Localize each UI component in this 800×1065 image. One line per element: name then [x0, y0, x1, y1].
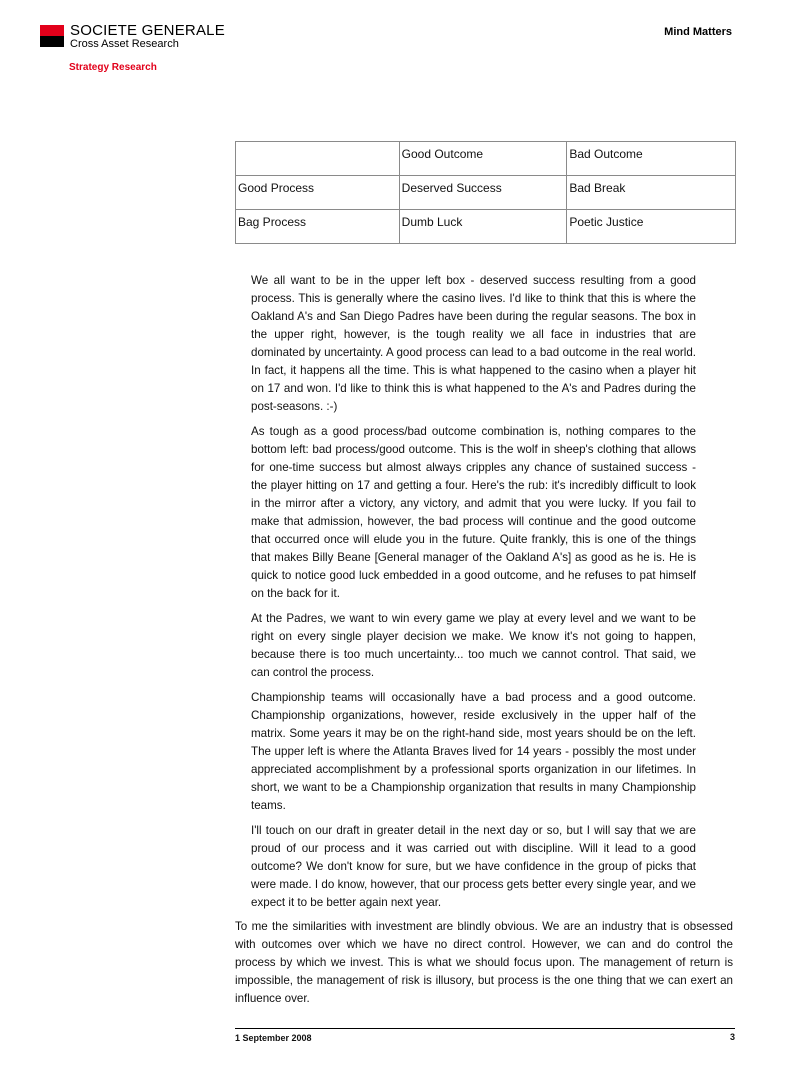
table-row: [236, 210, 736, 244]
table-cell: Deserved Success: [399, 176, 567, 210]
logo-red-block: [40, 25, 64, 36]
page-number: 3: [729, 1032, 735, 1042]
table-header-row: [236, 142, 736, 176]
quote-paragraph: As tough as a good process/bad outcome combination is, nothing compares to the bottom left: bad process/good outcome. This is the wolf in sheep's clothing that allows for one-time success but almost always cripples any chance of sustained success - the player hitting on 17 and getting a four. Here's the rub: it's incredibly difficult to look in the mirror after a victory, any victory, and admit that you were lucky. If you fail to make that admission, however, the bad process will continue and the good outcome that occurred once will elude you in the future. Quite frankly, this is one of the things that makes Billy Beane [General manager of the Oakland A's] as good as he is. He is quick to notice good luck embedded in a good outcome, and he refuses to pat himself on the back for it.: [251, 425, 696, 600]
logo-black-block: [40, 36, 64, 47]
societe-generale-logo: [40, 25, 64, 47]
table-header-good-outcome: Good Outcome: [399, 142, 567, 176]
quote-paragraph: At the Padres, we want to win every game we play at every level and we want to be right on every single player decision we make. We know it's not going to happen, because there is too much uncertainty... too much we cannot control. That said, we can control the process.: [251, 612, 696, 679]
table-row-label: Good Process: [236, 176, 400, 210]
process-outcome-matrix: [235, 141, 736, 244]
quoted-passage: [251, 272, 696, 919]
footer-rule: [235, 1028, 735, 1029]
footer-date: 1 September 2008: [235, 1033, 312, 1043]
table-cell-corner: [236, 142, 400, 176]
brand-subtitle: Cross Asset Research: [70, 38, 179, 50]
table-cell: Dumb Luck: [399, 210, 567, 244]
table-cell: Bad Break: [567, 176, 736, 210]
table-row-label: Bag Process: [236, 210, 400, 244]
table-row: [236, 176, 736, 210]
closing-paragraph: To me the similarities with investment are blindly obvious. We are an industry that is obsessed with outcomes over which we have no direct control. However, we can and do control the process by which we invest. This is what we should focus upon. The management of return is impossible, the management of risk is illusory, but process is the one thing that we can exert an influence over.: [235, 920, 733, 1005]
brand-block: [70, 23, 225, 50]
quote-paragraph: Championship teams will occasionally have a bad process and a good outcome. Championship organizations, however, reside exclusively in the upper half of the matrix. Some years it may be on the right-hand side, most years should be on the left. The upper left is where the Atlanta Braves lived for 14 years - possibly the most under appreciated accomplishment by a professional sports organization in our lifetimes. In short, we want to be a Championship organization that results in many Championship teams.: [251, 691, 696, 812]
document-title: Mind Matters: [664, 26, 732, 38]
quote-paragraph: I'll touch on our draft in greater detail in the next day or so, but I will say that we are proud of our process and it was carried out with discipline. Will it lead to a good outcome? We don't know for sure, but we have confidence in the group of picks that were made. I do know, however, that our process gets better every single year, and we expect it to be better again next year.: [251, 824, 696, 909]
brand-name: SOCIETE GENERALE: [70, 22, 225, 39]
table-header-bad-outcome: Bad Outcome: [567, 142, 736, 176]
table-cell: Poetic Justice: [567, 210, 736, 244]
department-label: Strategy Research: [69, 62, 157, 73]
closing-passage: [235, 918, 733, 1008]
quote-paragraph: We all want to be in the upper left box - deserved success resulting from a good process. This is generally where the casino lives. I'd like to think that this is where the Oakland A's and San Diego Padres have been during the regular seasons. The box in the upper right, however, is the tough reality we all face in industries that are dominated by uncertainty. A good process can lead to a bad outcome in the real world. In fact, it happens all the time. This is what happened to the casino when a player hit on 17 and won. I'd like to think this is what happened to the A's and Padres during the post-seasons. :-): [251, 274, 696, 413]
